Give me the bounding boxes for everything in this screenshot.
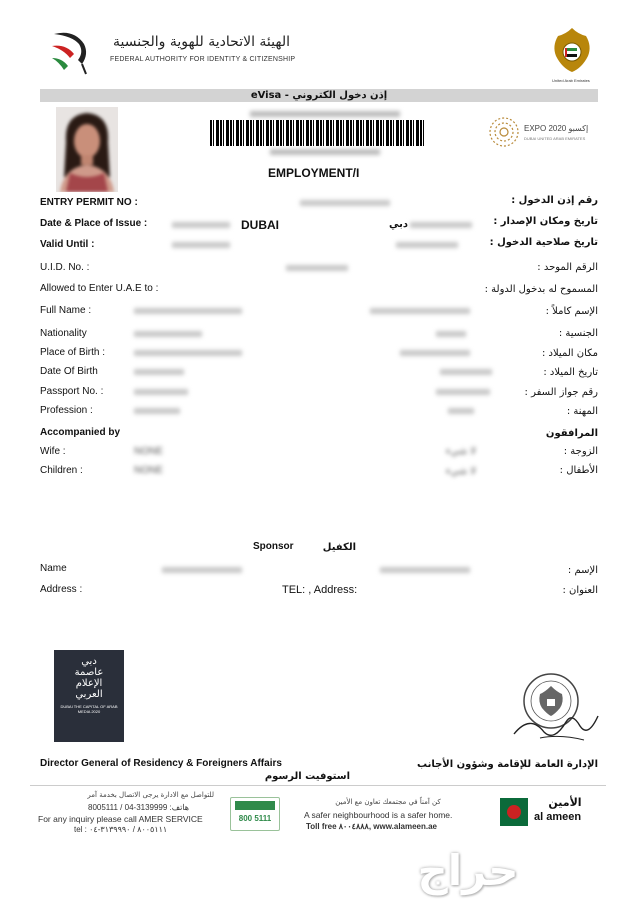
nationality-label-ar: الجنسية : (558, 328, 598, 339)
amer-ar1: للتواصل مع الادارة يرجى الاتصال بخدمة آمر (87, 791, 214, 799)
fullname-label: Full Name : (40, 305, 92, 316)
authority-name-ar: الهيئة الاتحادية للهوية والجنسية (112, 34, 290, 50)
evisa-title: eVisa - إذن دخول الكتروني (250, 90, 388, 101)
wife-value-ar: لا شيء (445, 446, 476, 457)
dob-value (134, 369, 184, 375)
pob-label-ar: مكان الميلاد : (541, 348, 598, 359)
authority-logo (44, 24, 100, 80)
alameen-ar: كن آمناً في مجتمعك تعاون مع الأمين (335, 798, 441, 806)
alameen-tel: Toll free ٨٠٠٤٨٨٨, www.alameen.ae (306, 822, 438, 831)
sponsor-name-label-ar: الإسم : (567, 565, 598, 576)
amer-en: For any inquiry please call AMER SERVICE (38, 814, 203, 824)
alameen-logo-ar: الأمين (548, 796, 582, 809)
expo-logo (488, 116, 520, 148)
uid-label: U.I.D. No. : (40, 262, 90, 273)
sponsor-address-label: Address : (40, 584, 83, 595)
nationality-label: Nationality (40, 328, 87, 339)
wife-value: NONE (134, 446, 163, 457)
children-label: Children : (40, 465, 83, 476)
allowed-label-ar: المسموح له بدخول الدولة : (484, 284, 598, 295)
passport-label-ar: رقم جواز السفر : (524, 387, 598, 398)
entry-permit-label: ENTRY PERMIT NO : (40, 197, 138, 208)
expo-en: EXPO 2020 (524, 124, 567, 133)
profession-value (134, 408, 180, 414)
sponsor-tel: TEL: , Address: (282, 584, 358, 596)
passport-label: Passport No. : (40, 386, 104, 397)
expo-ar: إكسبو (568, 124, 589, 133)
director-en: Director General of Residency & Foreigners Affairs (40, 758, 282, 769)
authority-name-en: FEDERAL AUTHORITY FOR IDENTITY & CITIZENSHIP (110, 56, 296, 63)
barcode (210, 120, 426, 146)
pob-label: Place of Birth : (40, 347, 106, 358)
amer-service-number: 800 5111 (238, 814, 272, 823)
signature (510, 704, 602, 744)
alameen-logo (498, 796, 602, 830)
accompanied-label: Accompanied by (40, 427, 121, 438)
media-logo-ar4: العربي (75, 689, 103, 700)
children-label-ar: الأطفال : (559, 465, 598, 476)
sponsor-address-label-ar: العنوان : (562, 585, 598, 596)
sponsor-name-ar-value (380, 567, 470, 573)
alameen-en: A safer neighbourhood is a safer home. (304, 810, 453, 820)
valid-label-ar: تاريخ صلاحية الدخول : (489, 237, 598, 248)
dubai-media-logo (54, 650, 124, 742)
fees-ar: استوفيت الرسوم (264, 771, 350, 782)
amer-service-logo (230, 797, 280, 831)
fullname-label-ar: الإسم كاملاً : (545, 306, 598, 317)
uae-emblem (548, 26, 596, 78)
issue-date-value (172, 222, 230, 228)
issue-label: Date & Place of Issue : (40, 218, 148, 229)
sponsor-name-label: Name (40, 563, 67, 574)
amer-ar2: 8005111 / 04-3139999 :هاتف (88, 803, 189, 812)
pob-value (134, 350, 242, 356)
children-value: NONE (134, 465, 163, 476)
profession-ar-value (448, 408, 474, 414)
sponsor-title: Sponsor (253, 541, 294, 552)
media-logo-en: DUBAI THE CAPITAL OF ARAB MEDIA 2020 (60, 704, 118, 714)
media-logo-ar3: الإعلام (75, 678, 103, 689)
issue-place-ar: دبي (388, 219, 408, 230)
director-ar: الإدارة العامة للإقامة وشؤون الأجانب (416, 759, 598, 770)
wife-label-ar: الزوجة : (563, 446, 598, 457)
valid-label: Valid Until : (40, 239, 95, 250)
nationality-value (134, 331, 202, 337)
media-logo-ar2: عاصمة (74, 667, 104, 678)
alameen-logo-text: al ameen (534, 811, 582, 823)
barcode-number-bottom (270, 149, 380, 155)
children-value-ar: لا شيء (445, 466, 476, 477)
alameen-logo-mark-dot (507, 805, 521, 819)
accompanied-label-ar: المرافقون (545, 428, 598, 439)
nationality-ar-value (436, 331, 466, 337)
fullname-ar-value (370, 308, 470, 314)
pob-ar-value (400, 350, 470, 356)
sponsor-title-ar: الكفيل (322, 542, 356, 553)
amer-service-band (235, 801, 275, 810)
footer-divider (30, 785, 606, 786)
entry-permit-label-ar: رقم إذن الدخول : (511, 195, 598, 206)
entry-permit-value (300, 200, 390, 206)
profession-label: Profession : (40, 405, 93, 416)
emblem-caption: United Arab Emirates (552, 78, 590, 83)
applicant-photo (56, 107, 118, 192)
barcode-number-top (250, 111, 400, 117)
valid-value (172, 242, 230, 248)
dob-label-ar: تاريخ الميلاد : (543, 367, 598, 378)
profession-label-ar: المهنة : (566, 406, 598, 417)
uid-label-ar: الرقم الموحد : (537, 262, 598, 273)
uid-value (286, 265, 348, 271)
issue-place-value: DUBAI (241, 218, 279, 232)
haraj-watermark: حراج (417, 846, 519, 895)
amer-tel: tel : ٨٠٠٥١١١ / ٣١٣٩٩٩٠-٠٤ (74, 825, 168, 834)
document-type: EMPLOYMENT/I (268, 166, 360, 180)
allowed-label: Allowed to Enter U.A.E to : (40, 283, 159, 294)
wife-label: Wife : (40, 446, 66, 457)
media-logo-ar1: دبي (81, 656, 97, 667)
dob-label: Date Of Birth (40, 366, 98, 377)
expo-sub: DUBAI UNITED ARAB EMIRATES (524, 136, 586, 141)
fullname-value (134, 308, 242, 314)
evisa-title-bar (40, 89, 598, 102)
passport-value (134, 389, 188, 395)
sponsor-name-value (162, 567, 242, 573)
issue-label-ar: تاريخ ومكان الإصدار : (493, 216, 598, 227)
expo-name (524, 124, 588, 133)
